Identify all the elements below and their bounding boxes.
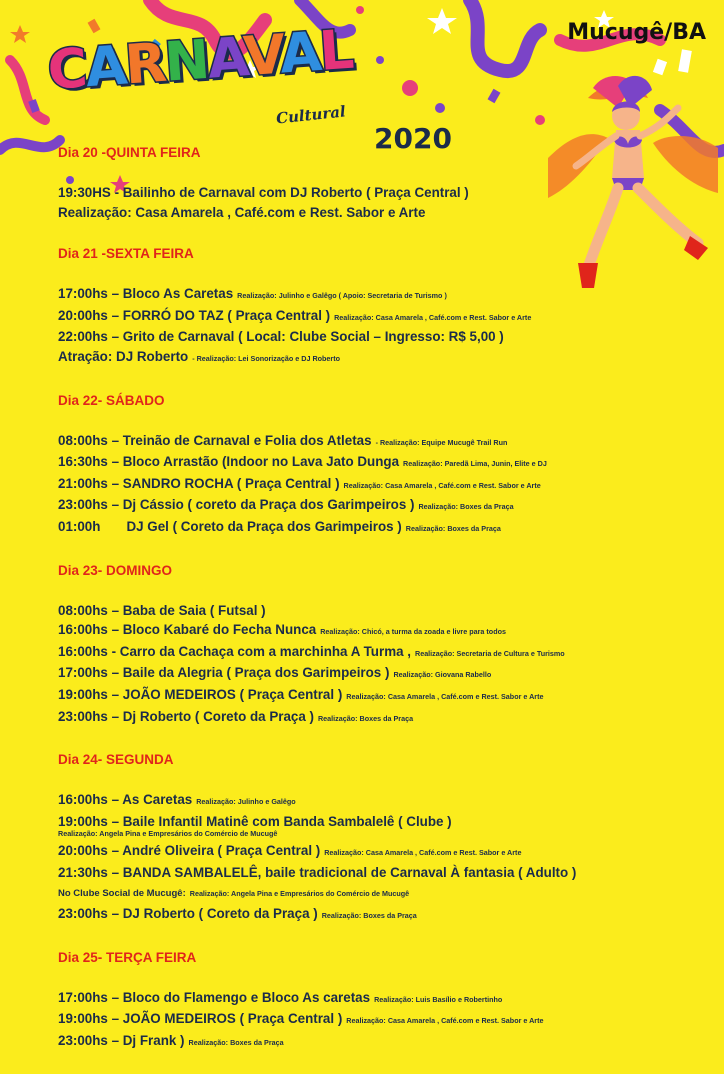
- schedule-event: [58, 517, 698, 539]
- day-section: [58, 143, 698, 222]
- event-text: 19:00hs – Baile Infantil Matinê com Banda Sambalelê ( Clube ): [58, 813, 452, 829]
- event-text: 08:00hs – Baba de Saia ( Futsal ): [58, 602, 266, 618]
- event-organizer: Realização: Chicó, a turma da zoada e livre para todos: [320, 627, 506, 637]
- event-organizer: Realização: Boxes da Praça: [321, 911, 417, 921]
- schedule: [58, 143, 698, 1074]
- event-text: 23:00hs – Dj Cássio ( coreto da Praça dos Garimpeiros ): [58, 497, 415, 513]
- logo-letter: A: [277, 20, 322, 86]
- schedule-event: [58, 663, 698, 685]
- event-text: 16:00hs – Bloco Kabaré do Fecha Nunca: [58, 622, 317, 638]
- carnaval-logo: [45, 17, 366, 144]
- schedule-event: [58, 284, 698, 306]
- event-note: Realização: Angela Pina e Empresários do Comércio de Mucugê: [58, 829, 278, 839]
- schedule-event: [58, 707, 698, 729]
- logo-letter: N: [162, 27, 210, 94]
- event-organizer: Realização: Casa Amarela , Café.com e Rest. Sabor e Arte: [343, 480, 541, 490]
- schedule-event: [58, 183, 698, 203]
- event-text: Realização: Casa Amarela , Café.com e Rest. Sabor e Arte: [58, 204, 426, 220]
- event-text: 20:00hs – FORRÓ DO TAZ ( Praça Central ): [58, 307, 331, 323]
- day-title: Dia 25- TERÇA FEIRA: [58, 949, 197, 965]
- schedule-event: [58, 790, 698, 812]
- event-text: 22:00hs – Grito de Carnaval ( Local: Clube Social – Ingresso: R$ 5,00 ): [58, 329, 504, 345]
- event-text: 23:00hs – DJ Roberto ( Coreto da Praça ): [58, 906, 318, 922]
- schedule-event: [58, 863, 698, 883]
- day-title: Dia 24- SEGUNDA: [58, 752, 174, 768]
- event-text: 17:00hs – Bloco do Flamengo e Bloco As caretas: [58, 989, 371, 1005]
- event-text: 16:00hs – As Caretas: [58, 792, 193, 808]
- event-organizer: Realização: Giovana Rabello: [393, 670, 492, 680]
- schedule-event: [58, 620, 698, 642]
- schedule-event: [58, 306, 698, 328]
- logo-letter: R: [122, 30, 167, 97]
- logo-subtitle: Cultural: [275, 102, 347, 128]
- day-title: Dia 23- DOMINGO: [58, 562, 173, 578]
- event-organizer: - Realização: Equipe Mucugê Trail Run: [375, 437, 508, 447]
- logo-letter: V: [241, 22, 282, 89]
- schedule-event: [58, 882, 698, 904]
- event-organizer: Realização: Casa Amarela , Café.com e Rest. Sabor e Arte: [324, 848, 522, 858]
- event-organizer: Realização: Casa Amarela , Café.com e Rest. Sabor e Arte: [346, 691, 544, 701]
- event-text: 21:00hs – SANDRO ROCHA ( Praça Central ): [58, 475, 340, 491]
- event-text: 16:00hs - Carro da Cachaça com a marchinha A Turma ,: [58, 643, 411, 659]
- schedule-event: [58, 452, 698, 474]
- schedule-event: [58, 601, 698, 621]
- event-organizer: Realização: Paredã Lima, Junin, Elite e DJ: [403, 459, 547, 469]
- day-section: [58, 244, 698, 368]
- event-text: 21:30hs – BANDA SAMBALELÊ, baile tradicional de Carnaval À fantasia ( Adulto ): [58, 864, 577, 880]
- event-text: 01:00h: [58, 518, 101, 534]
- city-label: Mucugê/BA: [567, 20, 706, 45]
- schedule-event: [58, 904, 698, 926]
- event-text: 20:00hs – André Oliveira ( Praça Central ): [58, 843, 321, 859]
- event-organizer: Realização: Casa Amarela , Café.com e Rest. Sabor e Arte: [334, 312, 532, 322]
- logo-letter: C: [45, 36, 88, 102]
- event-text: DJ Gel ( Coreto da Praça dos Garimpeiros ): [126, 518, 402, 534]
- day-section: [58, 750, 698, 926]
- schedule-event: [58, 1009, 698, 1031]
- schedule-event: [58, 685, 698, 707]
- schedule-event: [58, 841, 698, 863]
- logo-letter: L: [317, 17, 355, 83]
- schedule-event: [58, 495, 698, 517]
- event-text: 23:00hs – Dj Frank ): [58, 1032, 185, 1048]
- event-text: 08:00hs – Treinão de Carnaval e Folia dos Atletas: [58, 432, 372, 448]
- event-text: 19:00hs – JOÃO MEDEIROS ( Praça Central ): [58, 1011, 343, 1027]
- event-organizer: Realização: Boxes da Praça: [418, 502, 514, 512]
- day-title: Dia 20 -QUINTA FEIRA: [58, 145, 201, 160]
- day-title: Dia 22- SÁBADO: [58, 392, 165, 408]
- event-organizer: Realização: Boxes da Praça: [188, 1037, 284, 1047]
- day-section: [58, 561, 698, 729]
- event-text: Atração: DJ Roberto: [58, 348, 189, 364]
- event-organizer: Realização: Secretaria de Cultura e Turismo: [415, 648, 565, 658]
- schedule-event: [58, 988, 698, 1010]
- event-text: 19:00hs – JOÃO MEDEIROS ( Praça Central ): [58, 686, 343, 702]
- schedule-event: [58, 327, 698, 347]
- event-text: No Clube Social de Mucugê:: [58, 888, 186, 900]
- event-organizer: Realização: Luis Basílio e Robertinho: [374, 994, 503, 1004]
- event-text: 16:30hs – Bloco Arrastão (Indoor no Lava Jato Dunga: [58, 454, 400, 470]
- day-section: [58, 948, 698, 1053]
- schedule-event: [58, 1031, 698, 1053]
- event-organizer: Realização: Boxes da Praça: [317, 713, 414, 723]
- event-text: 17:00hs – Baile da Alegria ( Praça dos Garimpeiros ): [58, 665, 390, 681]
- event-organizer: Realização: Julinho e Galêgo ( Apoio: Secretaria de Turismo ): [237, 291, 447, 301]
- schedule-event: [58, 642, 698, 664]
- day-title: Dia 21 -SEXTA FEIRA: [58, 246, 194, 262]
- event-text: 23:00hs – Dj Roberto ( Coreto da Praça ): [58, 708, 314, 724]
- logo-letter: A: [83, 33, 128, 100]
- event-organizer: Realização: Boxes da Praça: [405, 523, 501, 533]
- event-text: 19:30HS - Bailinho de Carnaval com DJ Roberto ( Praça Central ): [58, 185, 469, 200]
- schedule-event: [58, 203, 698, 223]
- logo-letter: A: [205, 25, 246, 91]
- year-label: 2020: [374, 122, 452, 155]
- event-organizer: Realização: Julinho e Galêgo: [196, 797, 296, 807]
- event-organizer: Realização: Casa Amarela , Café.com e Rest. Sabor e Arte: [346, 1016, 544, 1026]
- schedule-event: [58, 347, 698, 369]
- event-text: 17:00hs – Bloco As Caretas: [58, 286, 234, 302]
- schedule-event: [58, 431, 698, 453]
- event-organizer: Realização: Angela Pina e Empresários do Comércio de Mucugê: [189, 889, 410, 899]
- day-section: [58, 391, 698, 539]
- event-organizer: - Realização: Lei Sonorização e DJ Roberto: [192, 353, 340, 363]
- schedule-event: [58, 474, 698, 496]
